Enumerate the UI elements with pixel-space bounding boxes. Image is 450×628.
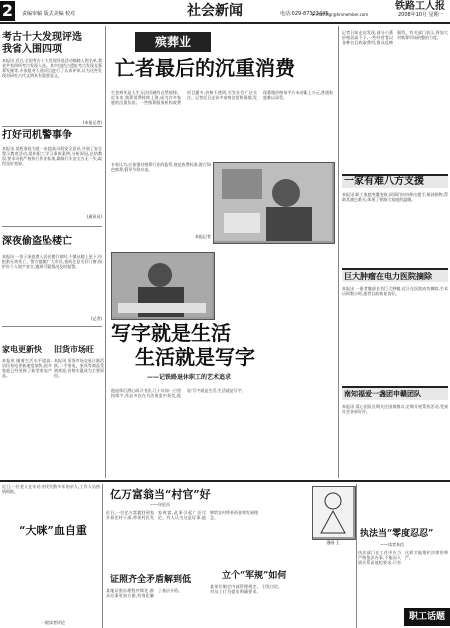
right-column <box>340 26 450 478</box>
right-story3-body: 本报讯 爱心团队长期关注困难群众,定期开展帮扶活动,受到社会各界好评。 <box>342 404 448 414</box>
column-rule <box>356 484 357 628</box>
divider <box>2 226 102 227</box>
feature-byline: 本报记者 <box>195 234 211 239</box>
story-b-title: 证照齐全矛盾解到低 <box>110 575 192 585</box>
story-d-title: 执法当“零度忍忍” <box>360 529 434 539</box>
column-rule <box>105 26 106 478</box>
cartoon-caption: 漫画 王 <box>326 540 340 545</box>
feature-kicker: 殡葬业 <box>135 32 211 52</box>
story2-title: 打好司机警事争 <box>2 130 72 141</box>
bottom-col1-body: 近日,一位老人在车站寻找失散多年的亲人,工作人员热情相助。 <box>2 484 100 494</box>
story5-body: 本报讯 旧货市场交易日渐活跃,二手家电、家具等商品受到欢迎,价格实惠成为主要原因。 <box>54 358 104 378</box>
page-number: 2 <box>1 1 14 20</box>
story-a-title: 亿万富翁当“村官”好 <box>110 488 211 501</box>
right-top-body: 记者日前走访发现,部分公墓价格居高不下,一些经营者以各种名目收取费用,群众反映强烈。有关部门表示,将加大对殡葬市场的整治力度。 <box>342 30 448 45</box>
portrait-photo <box>213 162 335 244</box>
story-c-title: 立个“军规”如何 <box>222 571 287 581</box>
story3-body: 本报讯 一男子深夜潜入居民楼行窃时,不慎从楼上坠下,经抢救无效死亡。警方提醒广大市民,夜间注意关好门窗,保护好个人财产安全,遇到可疑情况及时报警。 <box>2 254 102 269</box>
cartoon-image <box>312 486 356 540</box>
right-story2-title: 巨大肿瘤在电力医院摘除 <box>344 271 432 281</box>
right-story1-body: 本报讯 职工家庭突遭变故,同事们纷纷伸出援手,捐款捐物,帮助其渡过难关,体现了铁路大家庭的温暖。 <box>342 192 448 202</box>
divider <box>2 126 102 127</box>
story-c-body: 某单位制定内部管理规定,对员工行为提出明确要求,引发讨论。 <box>210 584 282 594</box>
bottom-section <box>0 484 450 628</box>
calligraphy-feature <box>107 248 337 478</box>
divider <box>2 326 102 327</box>
masthead <box>0 0 450 22</box>
feature-body-2: 专家认为,应加强对殡葬行业的监管,规范收费标准,推行绿色殡葬,倡导节俭办丧。 <box>111 162 211 172</box>
story1-byline: (本报记者) <box>82 120 102 125</box>
calligraphy-title-line2: 生活就是写字 <box>135 345 255 369</box>
story-a-sub: ——评论员 <box>150 502 170 507</box>
email: E-mail:tlgr@hnmember.com <box>312 12 369 17</box>
story4-body: 本报讯 随着生活水平提高,居民家电更新速度加快,很多家庭已经更换了新型家电产品。 <box>2 358 52 378</box>
story-b-body: 某地证照办理程序简化,群众办事更加方便,有效化解了基层矛盾。 <box>106 588 182 598</box>
calligraphy-title-line1: 写字就是生活 <box>111 321 231 345</box>
left-column <box>0 26 104 478</box>
calligraphy-body: 他退休后潜心研习书法,几十年如一日坚持练字,作品多次在书法展览中获奖,他说:写字就是生活,生活就是写字。 <box>111 388 246 398</box>
story1-title: 考古十大发现评选 我省入围四项 <box>2 32 82 55</box>
edition-info: 责编审稿 版式美编 校对 <box>22 11 76 17</box>
story2-byline: (通讯员) <box>86 214 102 219</box>
column-box-title: 职工话题 <box>408 612 445 622</box>
feature-title: 亡者最后的沉重消费 <box>115 56 295 80</box>
story5-title: 旧货市场旺 <box>54 344 94 354</box>
bottom-col1-byline: 一般读者评论 <box>41 620 65 625</box>
feature-body: 生老病死是人生无法回避的自然规律。近年来,殡葬消费持续上涨,成为许多家庭的沉重负担。一些殡葬服务机构收费项目繁多,价格不透明,引发社会广泛关注。记者近日走访多家殡仪馆和墓地,发现墓地价格每平方米动辄上万元,普通家庭难以承受。 <box>111 90 333 105</box>
story1-body: 本报讯 近日,全国考古十大发现评选活动揭晓入围名单,我省共有四项考古发现入选。其中包括古遗址考古发现及墓葬发掘等,专家组对入选项目进行了认真评审,认为这些发现对研究古代文明具有重要意义。 <box>2 58 102 78</box>
issue-date: 2008年10月 星期一 <box>398 12 444 18</box>
story-d-sub: ——读者来信 <box>380 542 404 547</box>
section-rule <box>0 480 450 482</box>
section-title: 社会新闻 <box>187 3 243 19</box>
column-rule <box>102 484 103 628</box>
right-story1-title: 一家有难八方支援 <box>344 176 424 187</box>
story3-byline: (记者) <box>90 316 102 321</box>
calligraphy-photo <box>111 252 215 320</box>
paper-name: 铁路工人报 <box>395 1 445 12</box>
story3-title: 深夜偷盗坠楼亡 <box>2 236 72 247</box>
calligraphy-subtitle: ——记铁路退休职工的艺术追求 <box>147 374 232 381</box>
story-a-body: 近日,一位亿万富翁回到家乡担任村干部,带领村民发家致富,此事引起广泛讨论。有人认为这是好事,能够给农村带来资金和发展理念。 <box>106 510 258 520</box>
story-d-body: 执法部门在工作中应当严格依法办事,不能因人情关系而放松要求,只有这样才能维护法律的尊严。 <box>358 550 448 565</box>
bottom-col1-title: “大咪”血自重 <box>19 524 87 537</box>
column-rule <box>338 26 339 478</box>
hotline: 电话:029-87323445 <box>280 11 329 17</box>
right-story3-title: 南知福爱一盏团申赣团队 <box>344 389 421 398</box>
story2-body: 本报讯 某机务段为进一步提高司机安全意识,开展了安全警示教育活动,组织职工学习事故案例,分析原因,总结教训,要求司机严格执行作业标准,确保行车安全万无一失,取得良好效果。 <box>2 146 102 166</box>
story4-title: 家电更新快 <box>2 344 42 354</box>
feature-story <box>107 26 337 246</box>
masthead-rule <box>0 22 450 24</box>
right-story2-body: 本报讯 一患者腹部长有巨大肿瘤,近日在医院成功摘除,手术历时数小时,患者目前恢复良好。 <box>342 286 448 296</box>
